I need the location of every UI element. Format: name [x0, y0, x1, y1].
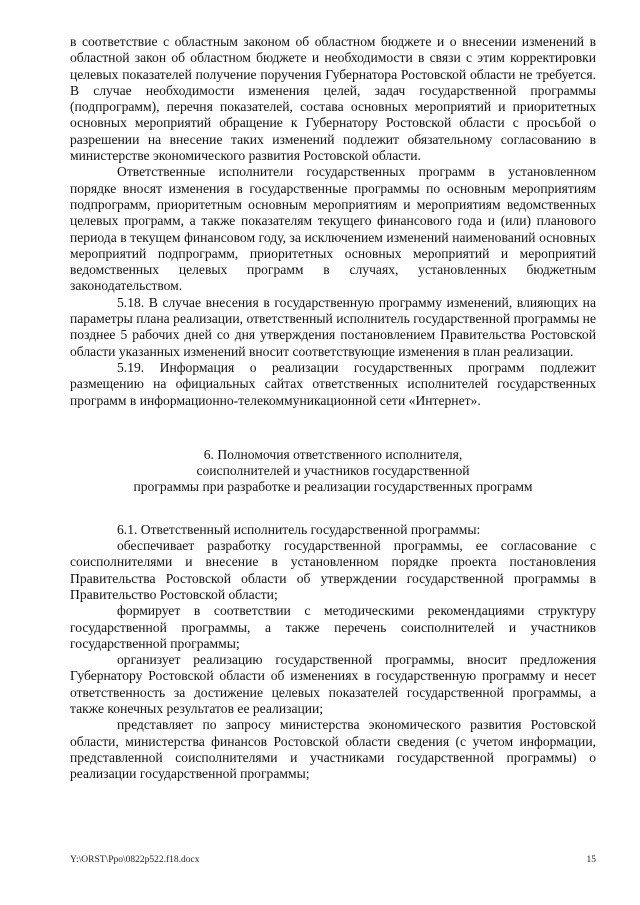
body-top	[70, 34, 596, 409]
paragraph-6-1: 6.1. Ответственный исполнитель государственной программы:	[117, 521, 481, 537]
document-page	[70, 34, 596, 782]
paragraph-responsible-executors: Ответственные исполнители государственных программ в установленном порядке вносят изменения в государственные программы по основным мероприятиям подпрограмм, приоритетным основным мероприятиям и мероприятиям ведомственных целевых программ, а также показателям текущего финансового года и (или) планового периода в текущем финансовом году, за исключением изменений наименований основных мероприятий подпрограмм, приоритетных основных мероприятий и мероприятий ведомственных целевых программ в случаях, установленных бюджетным законодательством.	[70, 164, 596, 294]
section-heading-line-2: соисполнителей и участников государственной	[196, 463, 470, 479]
paragraph-submits-on-request: представляет по запросу министерства экономического развития Ростовской области, министерства финансов Ростовской области сведения (с учетом информации, представленной соисполнителями и участниками государственной программы) о реализации государственной программы;	[70, 717, 596, 782]
section-heading-line-3: программы при разработке и реализации государственных программ	[133, 479, 533, 495]
paragraph-budget-law: в соответствие с областным законом об областном бюджете и о внесении изменений в областной закон об областном бюджете и необходимости в связи с этим корректировки целевых показателей получение поручения Губернатора Ростовской области не требуется. В случае необходимости изменения целей, задач государственной программы (подпрограмм), перечня показателей, состава основных мероприятий и приоритетных основных мероприятий обращение к Губернатору Ростовской области с просьбой о разрешении на внесение таких изменений подлежит обязательному согласованию в министерстве экономического развития Ростовской области.	[70, 34, 596, 164]
footer-file-path: Y:\ORST\Ppo\0822p522.f18.docx	[70, 855, 200, 865]
section-heading	[70, 447, 596, 496]
paragraph-ensures-development: обеспечивает разработку государственной программы, ее согласование с соисполнителями и внесение в установленном порядке проекта постановления Правительства Ростовской области об утверждении государственной программы в Правительство Ростовской области;	[70, 538, 596, 602]
paragraph-5-18: 5.18. В случае внесения в государственную программу изменений, влияющих на параметры плана реализации, ответственный исполнитель государственной программы не позднее 5 рабочих дней со дня утверждения постановлением Правительства Ростовской области указанных изменений вносит соответствующие изменения в план реализации.	[70, 294, 596, 359]
paragraph-5-19: 5.19. Информация о реализации государственных программ подлежит размещению на официальных сайтах ответственных исполнителей государственных программ в информационно-телекоммуникационной сети «Интернет».	[70, 359, 596, 408]
footer-page-number: 15	[586, 855, 596, 865]
section-heading-line-1: 6. Полномочия ответственного исполнителя,	[203, 446, 463, 462]
paragraph-forms-structure: формирует в соответствии с методическими рекомендациями структуру государственной программы, а также перечень соисполнителей и участников государственной программы;	[70, 603, 596, 651]
body-bottom	[70, 522, 596, 783]
paragraph-organizes-implementation: организует реализацию государственной программы, вносит предложения Губернатору Ростовской области об изменениях в государственную программу и несет ответственность за достижение целевых показателей государственной программы, а также конечных результатов ее реализации;	[70, 652, 596, 716]
